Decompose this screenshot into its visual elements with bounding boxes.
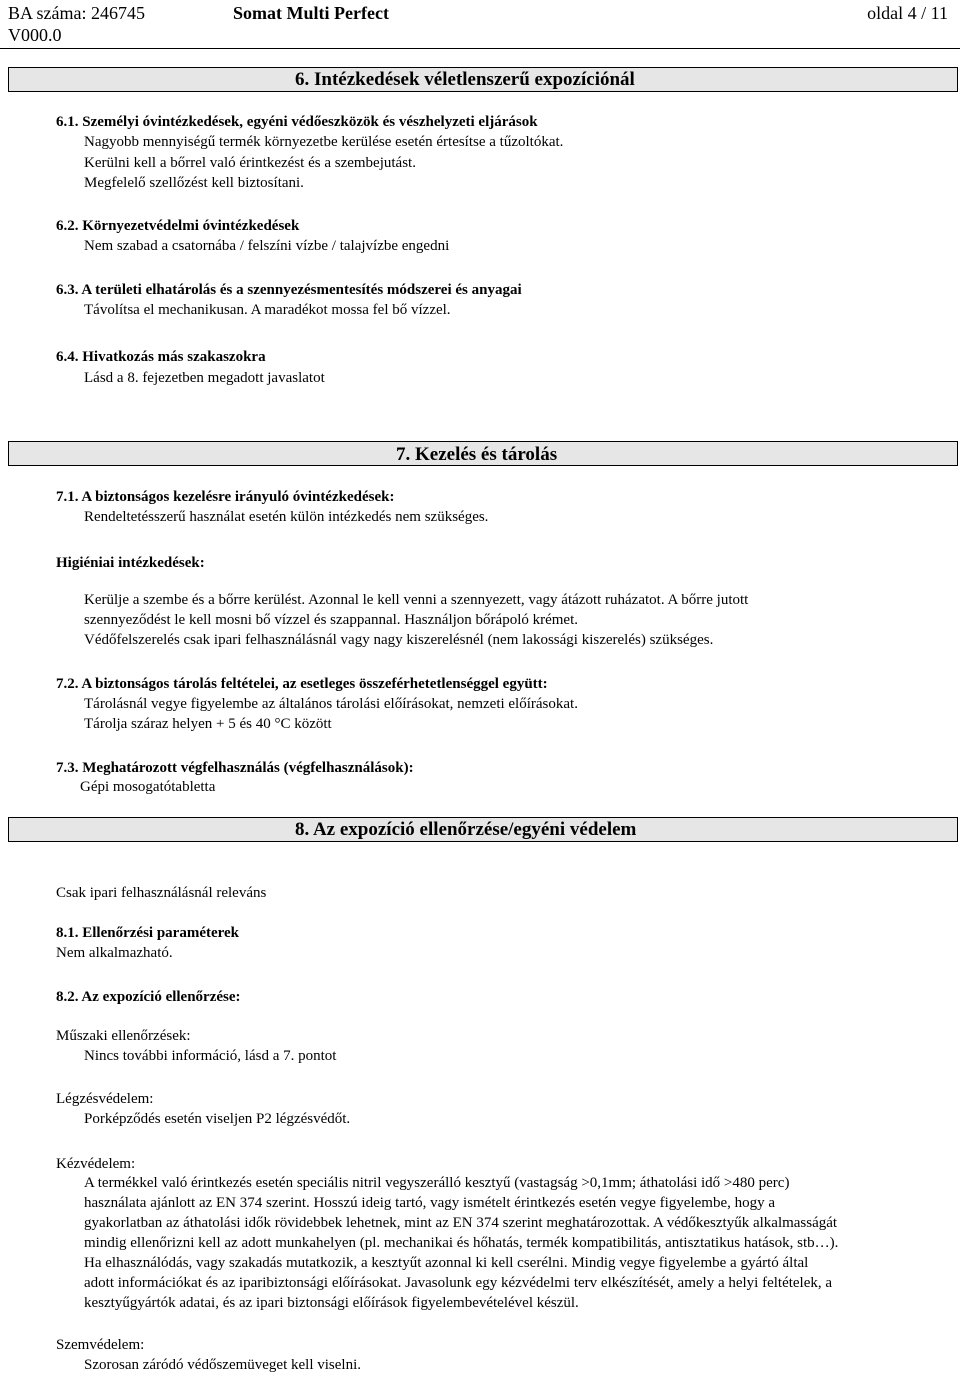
hand-line-1: A termékkel való érintkezés esetén speciális nitril vegyszerálló kesztyű (vastagság >0,1mm; áthatolási idő >480 perc): [84, 1175, 790, 1191]
page-number: oldal 4 / 11: [867, 3, 948, 23]
hygiene-line-3: Védőfelszerelés csak ipari felhasználásnál vagy nagy kiszerelésnél (nem lakossági kiszerelés) szükséges.: [84, 632, 714, 648]
s61-heading: 6.1. Személyi óvintézkedések, egyéni védőeszközök és vészhelyzeti eljárások: [56, 114, 538, 130]
s71-line-1: Rendeltetésszerű használat esetén külön intézkedés nem szükséges.: [84, 509, 489, 525]
technical-label: Műszaki ellenőrzések:: [56, 1028, 191, 1044]
s64-heading: 6.4. Hivatkozás más szakaszokra: [56, 349, 266, 365]
s63-heading: 6.3. A területi elhatárolás és a szennyezésmentesítés módszerei és anyagai: [56, 282, 522, 298]
hand-line-7: kesztyűgyártók adatai, és az ipari biztonsági előírások figyelembevételével készül.: [84, 1295, 579, 1311]
version: V000.0: [8, 25, 62, 45]
s61-line-1: Nagyobb mennyiségű termék környezetbe kerülése esetén értesítse a tűzoltókat.: [84, 134, 564, 150]
hand-line-6: adott információkat és az iparibiztonsági előírásokat. Javasolunk egy kézvédelmi terv elkészítését, amely a helyi feltételek, a: [84, 1275, 833, 1291]
section-7-title: 7. Kezelés és tárolás: [396, 444, 558, 465]
eye-line-1: Szorosan záródó védőszemüveget kell viselni.: [84, 1357, 362, 1373]
s63-line-1: Távolítsa el mechanikusan. A maradékot mossa fel bő vízzel.: [84, 302, 451, 318]
s82-heading: 8.2. Az expozíció ellenőrzése:: [56, 989, 241, 1005]
section-6-title: 6. Intézkedések véletlenszerű expozíciónál: [295, 69, 635, 90]
respiratory-line-1: Porképződés esetén viseljen P2 légzésvédőt.: [84, 1111, 351, 1127]
s64-line-1: Lásd a 8. fejezetben megadott javaslatot: [84, 370, 325, 386]
s62-line-1: Nem szabad a csatornába / felszíni vízbe / talajvízbe engedni: [84, 238, 450, 254]
s73-line-1: Gépi mosogatótabletta: [80, 779, 216, 795]
s72-line-2: Tárolja száraz helyen + 5 és 40 °C között: [84, 716, 332, 732]
hand-line-4: mindig ellenőrizni kell az adott munkahelyen (pl. mechanikai és hőhatás, termék kompatibilitás, antisztatikus hatások, stb…).: [84, 1235, 839, 1251]
hygiene-heading: Higiéniai intézkedések:: [56, 555, 205, 571]
ba-number: BA száma: 246745: [8, 3, 145, 23]
s81-heading: 8.1. Ellenőrzési paraméterek: [56, 925, 240, 941]
s81-line-1: Nem alkalmazható.: [56, 945, 173, 961]
product-name: Somat Multi Perfect: [233, 3, 389, 23]
eye-label: Szemvédelem:: [56, 1337, 145, 1353]
hand-line-5: Ha elhasználódás, vagy szakadás mutatkozik, a kesztyűt azonnal ki kell cserélni. Mindig vegye figyelembe a gyártó által: [84, 1255, 809, 1271]
s72-heading: 7.2. A biztonságos tárolás feltételei, az esetleges összeférhetetlenséggel együtt:: [56, 676, 548, 692]
s62-heading: 6.2. Környezetvédelmi óvintézkedések: [56, 218, 300, 234]
s71-heading: 7.1. A biztonságos kezelésre irányuló óvintézkedések:: [56, 489, 395, 505]
s61-line-3: Megfelelő szellőzést kell biztosítani.: [84, 175, 304, 191]
sec8-intro: Csak ipari felhasználásnál releváns: [56, 885, 267, 901]
hand-label: Kézvédelem:: [56, 1156, 136, 1172]
hygiene-line-2: szennyeződést le kell mosni bő vízzel és szappannal. Használjon bőrápoló krémet.: [84, 612, 579, 628]
s73-heading: 7.3. Meghatározott végfelhasználás (végfelhasználások):: [56, 760, 414, 776]
s61-line-2: Kerülni kell a bőrrel való érintkezést és a szembejutást.: [84, 155, 416, 171]
hygiene-line-1: Kerülje a szembe és a bőrre kerülést. Azonnal le kell venni a szennyezett, vagy átázott ruházatot. A bőrre jutott: [84, 592, 749, 608]
hand-line-3: gyakorlatban az áthatolási idők rövidebbek lehetnek, mint az EN 374 szerint meghatározottak. A védőkesztyűk alkalmasságát: [84, 1215, 838, 1231]
header-rule: [0, 48, 960, 49]
section-8-title: 8. Az expozíció ellenőrzése/egyéni védelem: [295, 819, 637, 840]
s72-line-1: Tárolásnál vegye figyelembe az általános tárolási előírásokat, nemzeti előírásokat.: [84, 696, 578, 712]
respiratory-label: Légzésvédelem:: [56, 1091, 154, 1107]
hand-line-2: használata ajánlott az EN 374 szerint. Hosszú ideig tartó, vagy ismételt érintkezés esetén vegye figyelembe, hogy a: [84, 1195, 776, 1211]
technical-line-1: Nincs további információ, lásd a 7. pontot: [84, 1048, 337, 1064]
